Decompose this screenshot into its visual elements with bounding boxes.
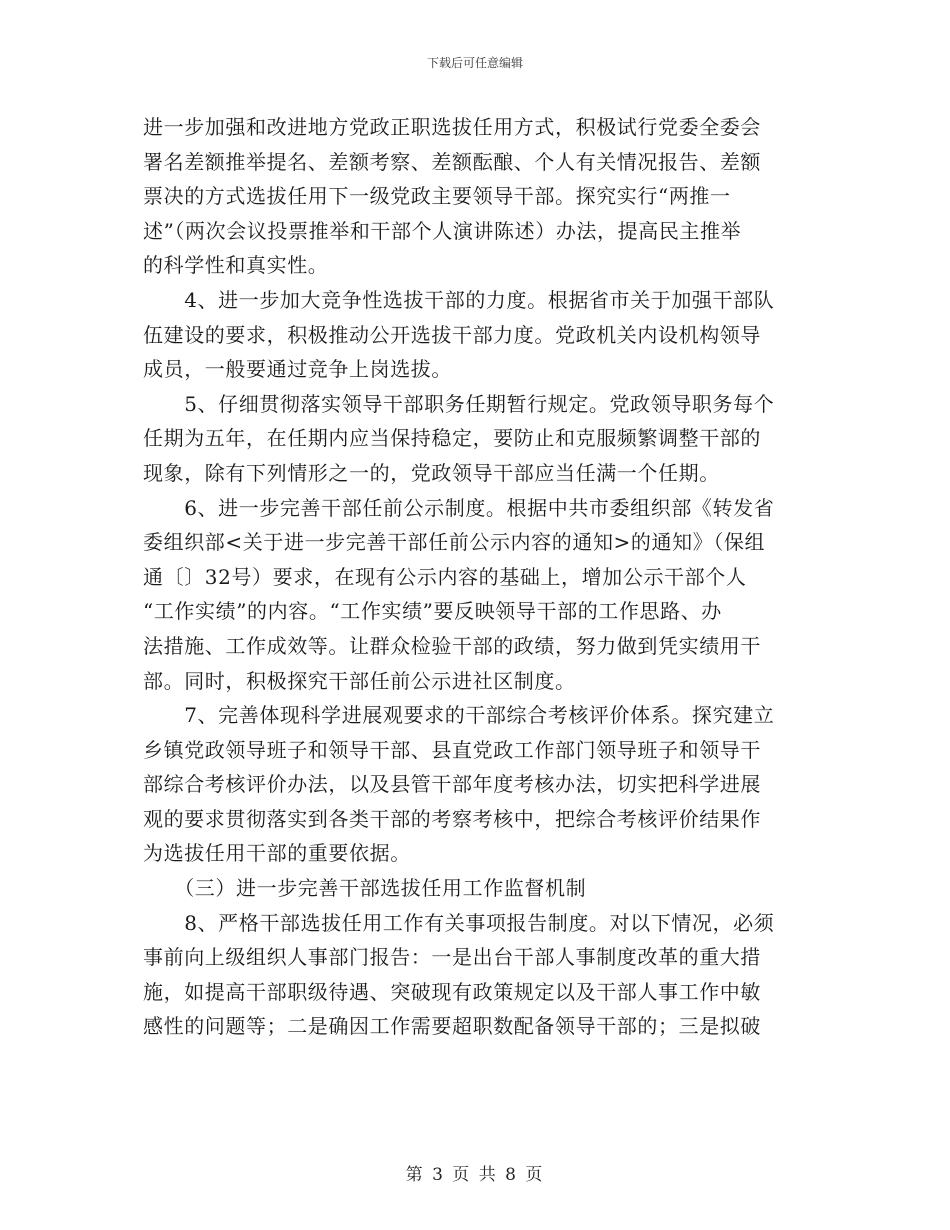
- page-footer: 第 3 页 共 8 页: [405, 1165, 545, 1185]
- header-note: 下载后可任意编辑: [426, 56, 523, 70]
- text-line: 6、进一步完善干部任前公示制度。根据中共市委组织部《转发省: [143, 495, 775, 520]
- text-line: 署名差额推举提名、差额考察、差额酝酿、个人有关情况报告、差额: [143, 149, 761, 174]
- text-line: 述”（两次会议投票推举和干部个人演讲陈述）办法，提高民主推举: [143, 218, 742, 243]
- text-line: 8、严格干部选拔任用工作有关事项报告制度。对以下情况，必须: [143, 910, 775, 935]
- text-line: 部。同时，积极探究干部任前公示进社区制度。: [143, 668, 576, 693]
- text-line: 4、进一步加大竞争性选拔干部的力度。根据省市关于加强干部队: [143, 287, 775, 312]
- text-line: 7、完善体现科学进展观要求的干部综合考核评价体系。探究建立: [143, 703, 775, 728]
- text-line: 任期为五年，在任期内应当保持稳定，要防止和克服频繁调整干部的: [143, 426, 761, 451]
- text-line: “工作实绩”的内容。“工作实绩”要反映领导干部的工作思路、办: [143, 599, 722, 624]
- text-line: 票决的方式选拔任用下一级党政主要领导干部。探究实行“两推一: [143, 184, 731, 209]
- text-line: 委组织部<关于进一步完善干部任前公示内容的通知>的通知》（保组: [143, 530, 766, 555]
- text-line: 部综合考核评价办法，以及县管干部年度考核办法，切实把科学进展: [143, 772, 761, 797]
- text-line: （三）进一步完善干部选拔任用工作监督机制: [143, 876, 587, 901]
- text-line: 5、仔细贯彻落实领导干部职务任期暂行规定。党政领导职务每个: [143, 391, 775, 416]
- text-line: 乡镇党政领导班子和领导干部、县直党政工作部门领导班子和领导干: [143, 737, 761, 762]
- text-line: 的科学性和真实性。: [143, 253, 329, 278]
- text-line: 施，如提高干部职级待遇、突破现有政策规定以及干部人事工作中敏: [143, 979, 761, 1004]
- text-line: 观的要求贯彻落实到各类干部的考察考核中，把综合考核评价结果作: [143, 806, 761, 831]
- text-line: 为选拔任用干部的重要依据。: [143, 841, 411, 866]
- body-text: [143, 110, 811, 1044]
- text-line: 法措施、工作成效等。让群众检验干部的政绩，努力做到凭实绩用干: [143, 633, 761, 658]
- text-line: 成员，一般要通过竞争上岗选拔。: [143, 357, 452, 382]
- text-line: 伍建设的要求，积极推动公开选拔干部力度。党政机关内设机构领导: [143, 322, 761, 347]
- text-line: 事前向上级组织人事部门报告：一是出台干部人事制度改革的重大措: [143, 945, 761, 970]
- text-line: 现象，除有下列情形之一的，党政领导干部应当任满一个任期。: [143, 460, 720, 485]
- text-line: 感性的问题等；二是确因工作需要超职数配备领导干部的；三是拟破: [143, 1014, 761, 1039]
- text-line: 进一步加强和改进地方党政正职选拔任用方式，积极试行党委全委会: [143, 115, 761, 139]
- text-line: 通〔〕32号）要求，在现有公示内容的基础上，增加公示干部个人: [143, 564, 747, 589]
